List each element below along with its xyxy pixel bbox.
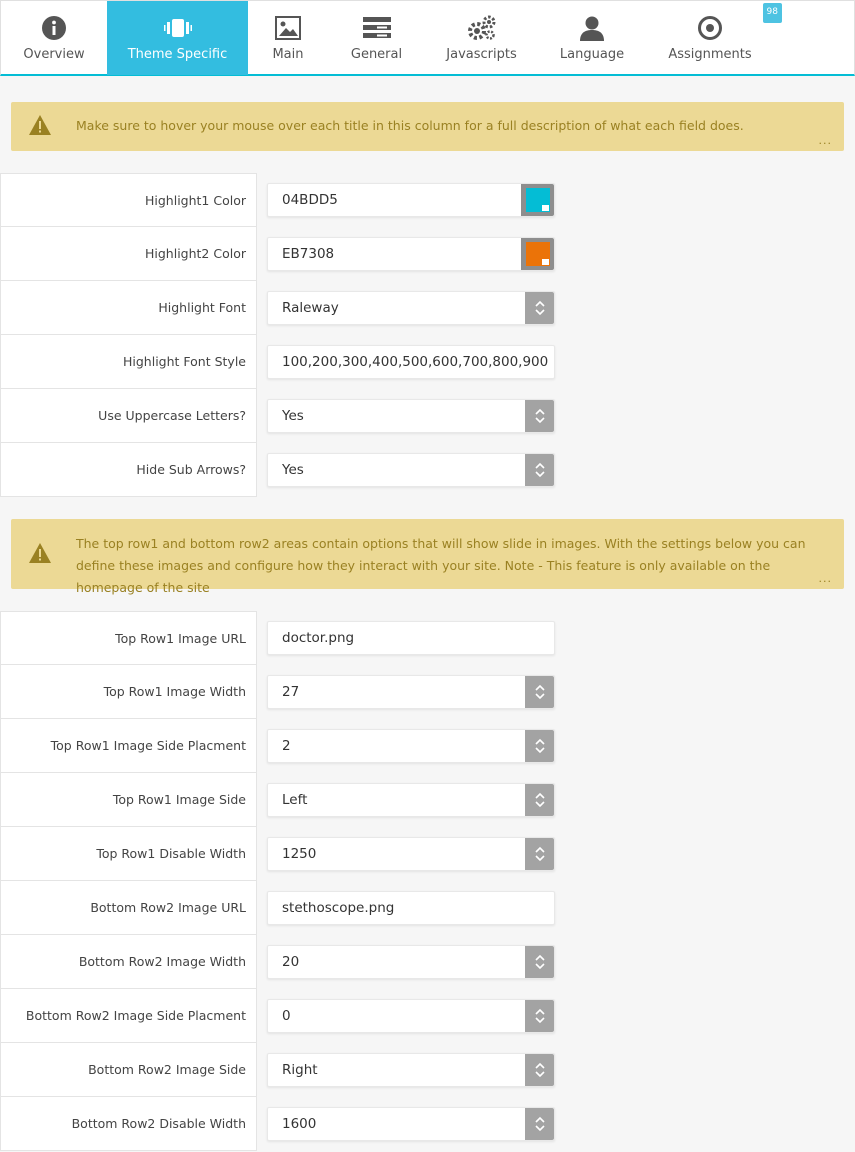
field-value: Raleway <box>282 300 339 316</box>
bottom-row2-image-side-select[interactable] <box>267 1053 555 1087</box>
select-arrows-icon[interactable] <box>525 676 554 708</box>
top-row1-image-width-select[interactable] <box>267 675 555 709</box>
hide-sub-arrows-select[interactable] <box>267 453 555 487</box>
field-label: Bottom Row2 Image Side <box>0 1043 257 1097</box>
field-label: Bottom Row2 Image Side Placment <box>0 989 257 1043</box>
field-value: 20 <box>282 954 300 970</box>
color-picker-button[interactable] <box>521 184 554 216</box>
field-value: 100,200,300,400,500,600,700,800,900 <box>282 354 549 370</box>
alert-more[interactable]: ... <box>818 572 832 585</box>
tab-javascripts[interactable] <box>425 1 538 75</box>
top-row1-disable-width-select[interactable] <box>267 837 555 871</box>
field-value: 04BDD5 <box>282 192 338 208</box>
color-swatch <box>526 242 550 266</box>
select-arrows-icon[interactable] <box>525 946 554 978</box>
alert-text: The top row1 and bottom row2 areas contain options that will show slide in images. With the settings below you can define these images and configure how they interact with your site. Note - This feature is only available on the homepage of the site <box>76 536 806 595</box>
select-arrows-icon[interactable] <box>525 454 554 486</box>
select-arrows-icon[interactable] <box>525 1054 554 1086</box>
tab-language[interactable] <box>538 1 646 75</box>
field-label: Top Row1 Disable Width <box>0 827 257 881</box>
form-row <box>0 1043 855 1097</box>
form-row <box>0 989 855 1043</box>
info-icon <box>41 15 67 41</box>
form-row <box>0 281 855 335</box>
select-arrows-icon[interactable] <box>525 730 554 762</box>
field-value: Yes <box>282 408 304 424</box>
select-arrows-icon[interactable] <box>525 784 554 816</box>
tab-general[interactable] <box>328 1 425 75</box>
tab-label: General <box>350 47 403 62</box>
color-swatch <box>526 188 550 212</box>
field-value: 2 <box>282 738 291 754</box>
form-row <box>0 665 855 719</box>
form-row <box>0 173 855 227</box>
form-row <box>0 611 855 665</box>
warning-icon <box>29 543 51 563</box>
image-icon <box>275 15 301 41</box>
select-arrows-icon[interactable] <box>525 1108 554 1140</box>
top-row1-side-placement-select[interactable] <box>267 729 555 763</box>
field-value: 0 <box>282 1008 291 1024</box>
bottom-row2-image-width-select[interactable] <box>267 945 555 979</box>
field-label: Use Uppercase Letters? <box>0 389 257 443</box>
tab-label: Main <box>272 47 304 62</box>
form-row <box>0 1097 855 1151</box>
field-label: Highlight2 Color <box>0 227 257 281</box>
form-row <box>0 719 855 773</box>
field-value: 1250 <box>282 846 317 862</box>
field-label: Top Row1 Image URL <box>0 611 257 665</box>
tab-overview[interactable] <box>1 1 107 75</box>
assignments-count-badge: 98 <box>763 3 782 23</box>
theme-icon <box>165 15 191 41</box>
field-label: Top Row1 Image Side Placment <box>0 719 257 773</box>
form-row <box>0 827 855 881</box>
bottom-row2-disable-width-select[interactable] <box>267 1107 555 1141</box>
form-row <box>0 227 855 281</box>
top-row1-image-url-input[interactable] <box>267 621 555 655</box>
list-icon <box>364 15 390 41</box>
field-value: doctor.png <box>282 630 355 646</box>
alert-text: Make sure to hover your mouse over each title in this column for a full description of what each field does. <box>76 118 744 133</box>
warning-icon <box>29 115 51 135</box>
form-row <box>0 773 855 827</box>
form-row <box>0 881 855 935</box>
field-label: Top Row1 Image Side <box>0 773 257 827</box>
tab-label: Javascripts <box>446 47 517 62</box>
top-row1-image-side-select[interactable] <box>267 783 555 817</box>
tab-label: Assignments <box>668 47 752 62</box>
field-label: Bottom Row2 Image Width <box>0 935 257 989</box>
highlight1-color-input[interactable] <box>267 183 555 217</box>
field-value: Right <box>282 1062 318 1078</box>
select-arrows-icon[interactable] <box>525 838 554 870</box>
field-label: Highlight1 Color <box>0 173 257 227</box>
color-picker-button[interactable] <box>521 238 554 270</box>
highlight2-color-input[interactable] <box>267 237 555 271</box>
tab-theme-specific[interactable] <box>107 1 248 75</box>
field-value: Left <box>282 792 308 808</box>
field-value: stethoscope.png <box>282 900 395 916</box>
tab-label: Overview <box>23 47 85 62</box>
highlight-font-style-input[interactable] <box>267 345 555 379</box>
field-label: Top Row1 Image Width <box>0 665 257 719</box>
field-label: Highlight Font Style <box>0 335 257 389</box>
tab-main[interactable] <box>248 1 328 75</box>
target-icon <box>697 15 723 41</box>
field-value: Yes <box>282 462 304 478</box>
uppercase-letters-select[interactable] <box>267 399 555 433</box>
theme-settings-form <box>0 173 855 497</box>
form-row <box>0 389 855 443</box>
bottom-row2-side-placement-select[interactable] <box>267 999 555 1033</box>
highlight-font-select[interactable] <box>267 291 555 325</box>
field-value: 27 <box>282 684 300 700</box>
slide-images-form <box>0 611 855 1151</box>
tab-assignments[interactable] <box>646 1 778 75</box>
field-label: Hide Sub Arrows? <box>0 443 257 497</box>
tab-label: Language <box>559 47 625 62</box>
bottom-row2-image-url-input[interactable] <box>267 891 555 925</box>
alert-more[interactable]: ... <box>818 134 832 147</box>
select-arrows-icon[interactable] <box>525 400 554 432</box>
field-label: Bottom Row2 Image URL <box>0 881 257 935</box>
field-label: Bottom Row2 Disable Width <box>0 1097 257 1151</box>
form-row <box>0 443 855 497</box>
select-arrows-icon[interactable] <box>525 1000 554 1032</box>
gears-icon <box>469 15 495 41</box>
field-label: Highlight Font <box>0 281 257 335</box>
info-alert <box>11 102 844 151</box>
field-value: EB7308 <box>282 246 335 262</box>
select-arrows-icon[interactable] <box>525 292 554 324</box>
form-row <box>0 335 855 389</box>
tab-bar <box>0 0 855 76</box>
tab-label: Theme Specific <box>127 47 228 62</box>
field-value: 1600 <box>282 1116 317 1132</box>
slide-images-alert <box>11 519 844 595</box>
user-icon <box>579 15 605 41</box>
form-row <box>0 935 855 989</box>
